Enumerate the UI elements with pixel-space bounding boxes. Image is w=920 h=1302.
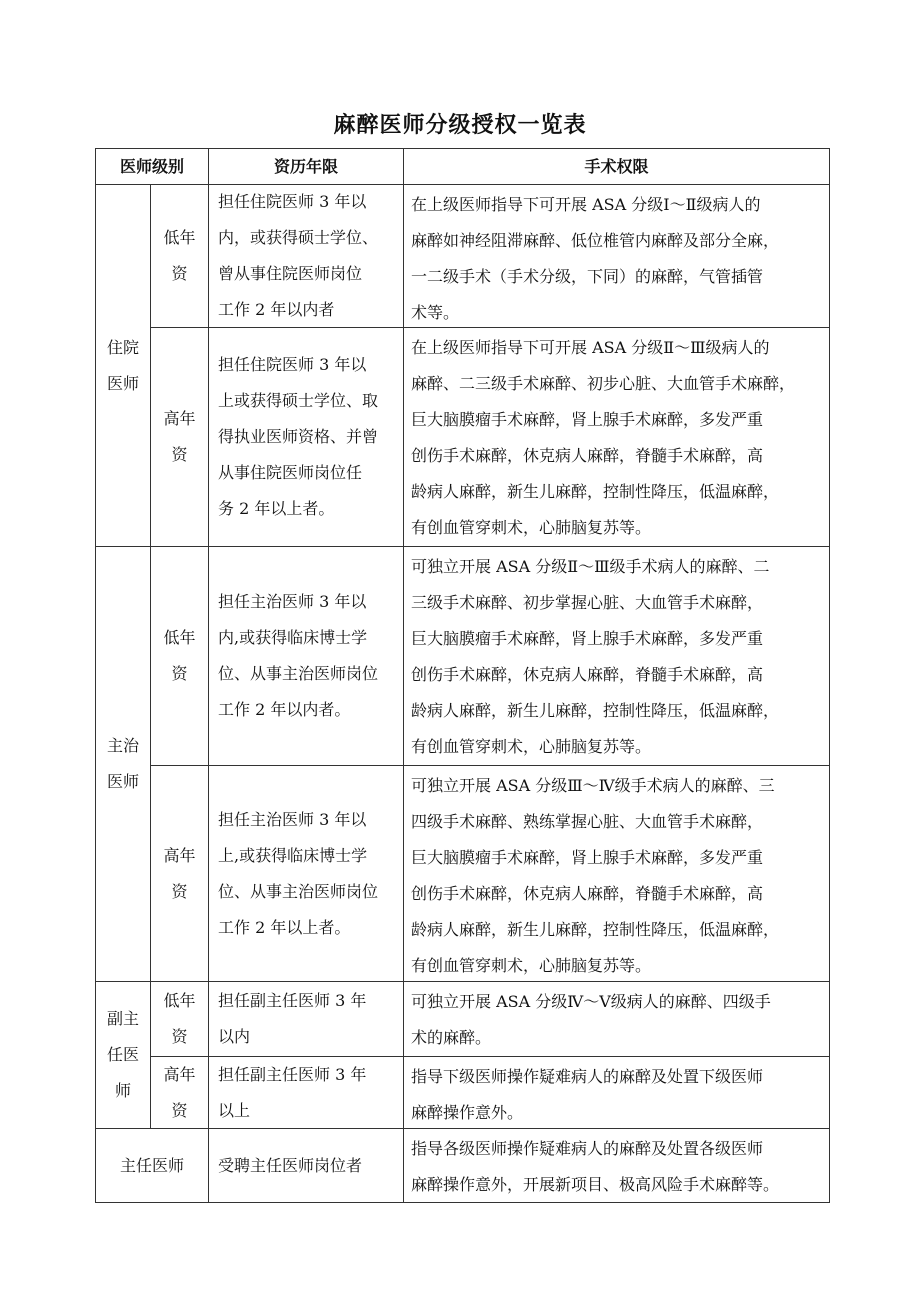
- seniority-cell: [150, 327, 209, 547]
- group-associate-chief: [95, 981, 151, 1129]
- cell-text-line: 担任副主任医师 3 年: [218, 1064, 367, 1084]
- cell-text-line: 担任主治医师 3 年以: [218, 809, 367, 829]
- scope-cell: [403, 327, 830, 547]
- cell-text-line: 担任住院医师 3 年以: [218, 355, 367, 374]
- header-level: [95, 148, 209, 185]
- cell-text-line: 高年: [163, 409, 196, 428]
- cell-text-line: 主治: [106, 736, 139, 755]
- cell-text-line: 在上级医师指导下可开展 ASA 分级Ⅱ～Ⅲ级病人的: [411, 338, 770, 357]
- cell-text-line: 资: [171, 264, 188, 283]
- cell-text-line: 以上: [218, 1100, 251, 1120]
- scope-cell: [403, 546, 830, 766]
- cell-text-line: 工作 2 年以内者: [218, 300, 335, 319]
- scope-cell: [403, 765, 830, 982]
- seniority-cell: [150, 765, 209, 982]
- seniority-cell: [150, 184, 209, 328]
- cell-text-line: 术等。: [411, 303, 460, 322]
- scope-cell: [403, 184, 830, 328]
- qualification-cell: [208, 765, 404, 982]
- header-qualification: [208, 148, 404, 185]
- cell-text-line: 资: [171, 1027, 188, 1046]
- cell-text-line: 麻醉操作意外。: [411, 1103, 524, 1122]
- cell-text-line: 担任副主任医师 3 年: [218, 991, 367, 1010]
- header-scope: [403, 148, 830, 185]
- scope-cell: [403, 1056, 830, 1129]
- cell-text-line: 三级手术麻醉、初步掌握心脏、大血管手术麻醉，: [411, 593, 764, 612]
- cell-text-line: 四级手术麻醉、熟练掌握心脏、大血管手术麻醉，: [411, 812, 764, 831]
- header-text: 手术权限: [584, 156, 649, 176]
- qualification-cell: [208, 327, 404, 547]
- cell-text-line: 上或获得硕士学位、取: [218, 391, 379, 410]
- cell-text-line: 可独立开展 ASA 分级Ⅱ～Ⅲ级手术病人的麻醉、二: [411, 557, 770, 576]
- cell-text-line: 龄病人麻醉，新生儿麻醉，控制性降压，低温麻醉，: [411, 701, 780, 720]
- cell-text-line: 麻醉如神经阻滞麻醉、低位椎管内麻醉及部分全麻，: [411, 231, 780, 250]
- cell-text-line: 麻醉、二三级手术麻醉、初步心脏、大血管手术麻醉，: [411, 374, 796, 393]
- cell-text-line: 术的麻醉。: [411, 1028, 492, 1047]
- cell-text-line: 位、从事主治医师岗位: [218, 881, 379, 901]
- cell-text-line: 一二级手术（手术分级，下同）的麻醉，气管插管: [411, 267, 764, 286]
- cell-text-line: 资: [171, 445, 188, 464]
- scope-cell: [403, 1128, 830, 1203]
- qualification-cell: [208, 184, 404, 328]
- cell-text-line: 任医: [106, 1045, 139, 1064]
- header-text: 医师级别: [119, 156, 184, 176]
- cell-text-line: 医师: [106, 772, 139, 791]
- cell-text-line: 麻醉操作意外，开展新项目、极高风险手术麻醉等。: [411, 1175, 780, 1194]
- seniority-cell: [150, 981, 209, 1057]
- cell-text-line: 担任住院医师 3 年以: [218, 192, 367, 211]
- document-title: 麻醉医师分级授权一览表: [333, 112, 587, 138]
- cell-text-line: 主任医师: [119, 1155, 184, 1175]
- cell-text-line: 以内: [218, 1027, 251, 1046]
- cell-text-line: 资: [171, 1100, 188, 1120]
- cell-text-line: 有创血管穿刺术，心肺脑复苏等。: [411, 956, 652, 975]
- header-text: 资历年限: [273, 156, 338, 176]
- cell-text-line: 在上级医师指导下可开展 ASA 分级Ⅰ～Ⅱ级病人的: [411, 195, 761, 214]
- cell-text-line: 得执业医师资格、并曾: [218, 427, 379, 446]
- cell-text-line: 工作 2 年以内者。: [218, 700, 351, 719]
- cell-text-line: 上,或获得临床博士学: [218, 845, 368, 865]
- cell-text-line: 有创血管穿刺术，心肺脑复苏等。: [411, 518, 652, 537]
- cell-text-line: 创伤手术麻醉，休克病人麻醉，脊髓手术麻醉，高: [411, 665, 764, 684]
- seniority-cell: [150, 546, 209, 766]
- cell-text-line: 低年: [163, 228, 196, 247]
- cell-text-line: 曾从事住院医师岗位: [218, 264, 363, 283]
- cell-text-line: 指导各级医师操作疑难病人的麻醉及处置各级医师: [411, 1139, 764, 1158]
- cell-text-line: 务 2 年以上者。: [218, 499, 335, 518]
- qualification-cell: [208, 981, 404, 1057]
- cell-text-line: 龄病人麻醉，新生儿麻醉，控制性降压，低温麻醉，: [411, 920, 780, 939]
- cell-text-line: 高年: [163, 1064, 196, 1084]
- cell-text-line: 可独立开展 ASA 分级Ⅳ～Ⅴ级病人的麻醉、四级手: [411, 992, 771, 1011]
- cell-text-line: 受聘主任医师岗位者: [218, 1155, 363, 1175]
- cell-text-line: 低年: [163, 991, 196, 1010]
- cell-text-line: 巨大脑膜瘤手术麻醉，肾上腺手术麻醉，多发严重: [411, 410, 764, 429]
- cell-text-line: 内,或获得临床博士学: [218, 628, 368, 647]
- qualification-cell: [208, 1128, 404, 1203]
- cell-text-line: 可独立开展 ASA 分级Ⅲ～Ⅳ级手术病人的麻醉、三: [411, 776, 775, 795]
- group-resident: [95, 184, 151, 547]
- cell-text-line: 副主: [106, 1009, 139, 1028]
- cell-text-line: 指导下级医师操作疑难病人的麻醉及处置下级医师: [411, 1067, 764, 1086]
- cell-text-line: 工作 2 年以上者。: [218, 917, 351, 937]
- cell-text-line: 师: [114, 1081, 131, 1100]
- group-chief: [95, 1128, 209, 1203]
- cell-text-line: 有创血管穿刺术，心肺脑复苏等。: [411, 737, 652, 756]
- cell-text-line: 创伤手术麻醉，休克病人麻醉，脊髓手术麻醉，高: [411, 884, 764, 903]
- cell-text-line: 资: [171, 664, 188, 683]
- cell-text-line: 巨大脑膜瘤手术麻醉，肾上腺手术麻醉，多发严重: [411, 629, 764, 648]
- seniority-cell: [150, 1056, 209, 1129]
- qualification-cell: [208, 1056, 404, 1129]
- cell-text-line: 低年: [163, 628, 196, 647]
- cell-text-line: 从事住院医师岗位任: [218, 463, 363, 482]
- cell-text-line: 位、从事主治医师岗位: [218, 664, 379, 683]
- cell-text-line: 医师: [106, 373, 139, 393]
- cell-text-line: 担任主治医师 3 年以: [218, 592, 367, 611]
- cell-text-line: 高年: [163, 845, 196, 865]
- cell-text-line: 资: [171, 881, 188, 901]
- group-attending: [95, 546, 151, 982]
- cell-text-line: 创伤手术麻醉，休克病人麻醉，脊髓手术麻醉，高: [411, 446, 764, 465]
- cell-text-line: 住院: [106, 337, 139, 357]
- cell-text-line: 巨大脑膜瘤手术麻醉，肾上腺手术麻醉，多发严重: [411, 848, 764, 867]
- cell-text-line: 龄病人麻醉，新生儿麻醉，控制性降压，低温麻醉，: [411, 482, 780, 501]
- scope-cell: [403, 981, 830, 1057]
- cell-text-line: 内，或获得硕士学位、: [218, 228, 379, 247]
- qualification-cell: [208, 546, 404, 766]
